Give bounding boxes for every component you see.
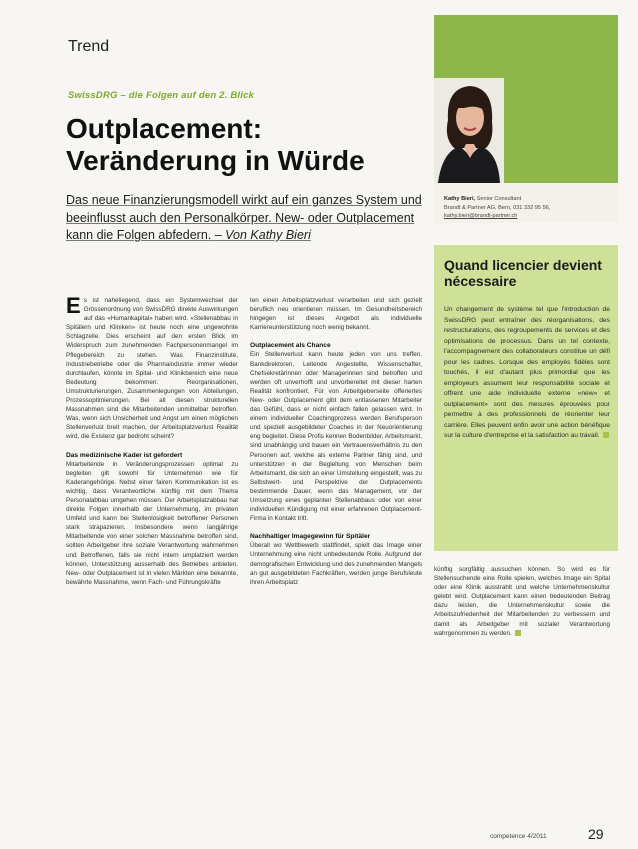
- lead-text: Das neue Finanzierungsmodell wirkt auf ein ganzes System und beeinflusst auch den Personalkörper. New- oder Outplacement kann die Folgen abfedern.: [66, 193, 422, 242]
- body-column-2: [250, 296, 422, 596]
- magazine-name: competence 4/2011: [490, 833, 547, 840]
- intro-text: s ist naheliegend, dass ein Systemwechsel der Grössenordnung von SwissDRG direkte Auswirkungen auf das «Humankapital» haben wird. «Stellenabbau in Spitälern und Kliniken» ist heute noch eine ungewohnte Schlagzeile. Dies erscheint auf den ersten Blick im Widerspruch zum zunehmenden Fachpersonenmangel im Pflegebereich zu stehen. Was Finanzinstitute, Industriebetriebe oder die Pharmaindustrie immer wieder durchlaufen, könnte im Spital- und Klinikbereich eine neue Bedeutung bekommen: Reorganisationen, Umstrukturierungen, Zusammenlegungen von Abteilungen, Prozessoptimierungen. Bei all diesen strukturellen Massnahmen sind die Mitarbeitenden unmittelbar betroffen. Was, wenn sich Unsicherheit und Angst um einen möglichen Stellenverlust breit machen, der Arbeitsplatzverlust Realität wird, die Existenz gar bedroht scheint?: [66, 297, 238, 441]
- paragraph-kader: Mitarbeitende in Veränderungsprozessen optimal zu begleiten gilt sowohl für Unternehmen wie für Kaderangehörige. Nebst einer fairen Kommunikation ist es wichtig, dass Verantwortliche künftig mit dem Thema Personalabbau umgehen müssen. Der Arbeitsplatzabbau hat direkte Folgen innerhalb der Unternehmung, im privaten Umfeld und kann bei Stellenlosigkeit betroffener Personen stark strapazieren. Insbesondere wenn langjährige Mitarbeitende von einer solchen Massnahme betroffen sind, sollten Arbeitgeber ihre soziale Verantwortung wahrnehmen und Betroffenen, falls sie nicht intern umplatziert werden können, Unterstützung ausserhalb des Betriebes anbieten. New- oder Outplacement ist in vielen Märkten eine bekannte, bewährte Massnahme, wenn Fach- und Führungskräfte: [66, 460, 238, 586]
- lead-paragraph: [66, 192, 428, 245]
- author-role: Senior Consultant: [476, 196, 522, 202]
- kicker: SwissDRG – die Folgen auf den 2. Blick: [68, 90, 255, 101]
- subheading-kader: Das medizinische Kader ist gefordert: [66, 451, 183, 459]
- paragraph-image: Überall wo Wettbewerb stattfindet, spielt das Image einer Unternehmung eine nicht unbedeutende Rolle. Aufgrund der demografischen Entwicklung und des zunehmenden Mangels an gut ausgebildeten Fachkräften, werden junge Berufsleute ihren Arbeitsplatz: [250, 542, 422, 586]
- subheading-chance: Outplacement als Chance: [250, 342, 331, 350]
- page-number: 29: [588, 826, 604, 842]
- end-mark-icon: [603, 432, 609, 438]
- author-company: Brandt & Partner AG, Bern, 031 332 95 56,: [444, 204, 551, 211]
- sidebar-paragraph: Un changement de système tel que l'introduction de SwissDRG peut entraîner des réorganisations, des restructurations, des regroupements de services et des optimisations de processus. Dans un tel contexte, l'accompagnement des collaborateurs constitue un défi pour les cadres. Lorsque des employés fidèles sont touchés, il est d'autant plus primordial que les employeurs assument leur responsabilité sociale et offrent une aide individuelle externe «new» et outplacement» sont des mesures éprouvées pour permettre à des professionnels de réorienter leur carrière. Elles peuvent enfin avoir une action bénéfique sur la culture d'entreprise et la satisfaction au travail.: [444, 306, 610, 439]
- author-name: Kathy Bieri,: [444, 196, 476, 202]
- author-photo: [434, 78, 504, 183]
- paragraph-closing: [434, 565, 610, 638]
- sidebar-title: Quand licencier devient nécessaire: [444, 257, 602, 289]
- section-label: Trend: [68, 38, 110, 55]
- intro-paragraph: [66, 293, 238, 442]
- title-line-2: Veränderung in Würde: [66, 145, 365, 176]
- closing-text: künftig sorgfältig aussuchen können. So wird es für Stellensuchende eine Rolle spielen, welches Image ein Spital oder eine Klinik ausstrahlt und welche Unternehmenskultur gelebt wird. Outplacement kann einen bedeutenden Beitrag dazu leisten, die Unternehmenskultur sowie die Arbeitszufriedenheit der Mitarbeitenden zu verbessern und damit als Arbeitgeber mit sozialer Verantwortung wahrgenommen zu werden.: [434, 566, 610, 637]
- author-caption: [444, 195, 614, 221]
- lead-author: – Von Kathy Bieri: [214, 228, 311, 242]
- portrait-image: [434, 78, 504, 183]
- author-email[interactable]: kathy.bieri@brandt-partner.ch: [444, 213, 518, 220]
- body-column-1: [66, 293, 238, 596]
- sidebar-text: [444, 305, 610, 442]
- paragraph-chance: Ein Stellenverlust kann heute jeden von uns treffen. Bankdirektoren, Leitende Angestellte, Wissenschafter, Chefsekretärinnen oder Managerinnen sind betroffen und werden oft unverhofft und unvorbereitet mit dieser harten Realität konfrontiert. Für von Arbeitgeberseite offeriertes New- oder Outplacement gibt dem entlassenen Mitarbeiter das Gefühl, dass er nicht einfach fallen gelassen wird. In einem individueller Coachingprozess werden Berufsperson und speziell ausgebildeter Coaches in der Neuorientierung eng begleitet. Diese Profis kennen Bodenbilder, Arbeitsmarkt, sind unabhängig und bauen ein Vertrauensverhältnis zu den Personen auf, welche als externe Partner fähig sind, und unterstützen in der Begleitung von Menschen beim Arbeitsmarkt, die sich an einer Umstellung eingestellt, was zu Selbstwert- und Perspektive der Outplacements bestimmende Dauer, wenn das Management, vor der Umsetzung eines geplanten Stellenabbaus oder von einer individuellen Kündigung mit einer erfahrenen Outplacement-Firma in Kontakt tritt.: [250, 351, 422, 523]
- body-column-3: [434, 565, 610, 647]
- article-title: [66, 113, 365, 177]
- title-line-1: Outplacement:: [66, 113, 263, 144]
- end-mark-icon: [515, 630, 521, 636]
- drop-cap: E: [66, 293, 81, 318]
- paragraph-continuation: ten einen Arbeitsplatzverlust verarbeiten und sich gezielt beruflich neu orientieren müssen. Im Gesundheitsbereich hingegen ist dieses Angebot als individuelle Karriereunterstützung noch wenig bekannt.: [250, 297, 422, 332]
- subheading-image: Nachhaltiger Imagegewinn für Spitäler: [250, 533, 371, 541]
